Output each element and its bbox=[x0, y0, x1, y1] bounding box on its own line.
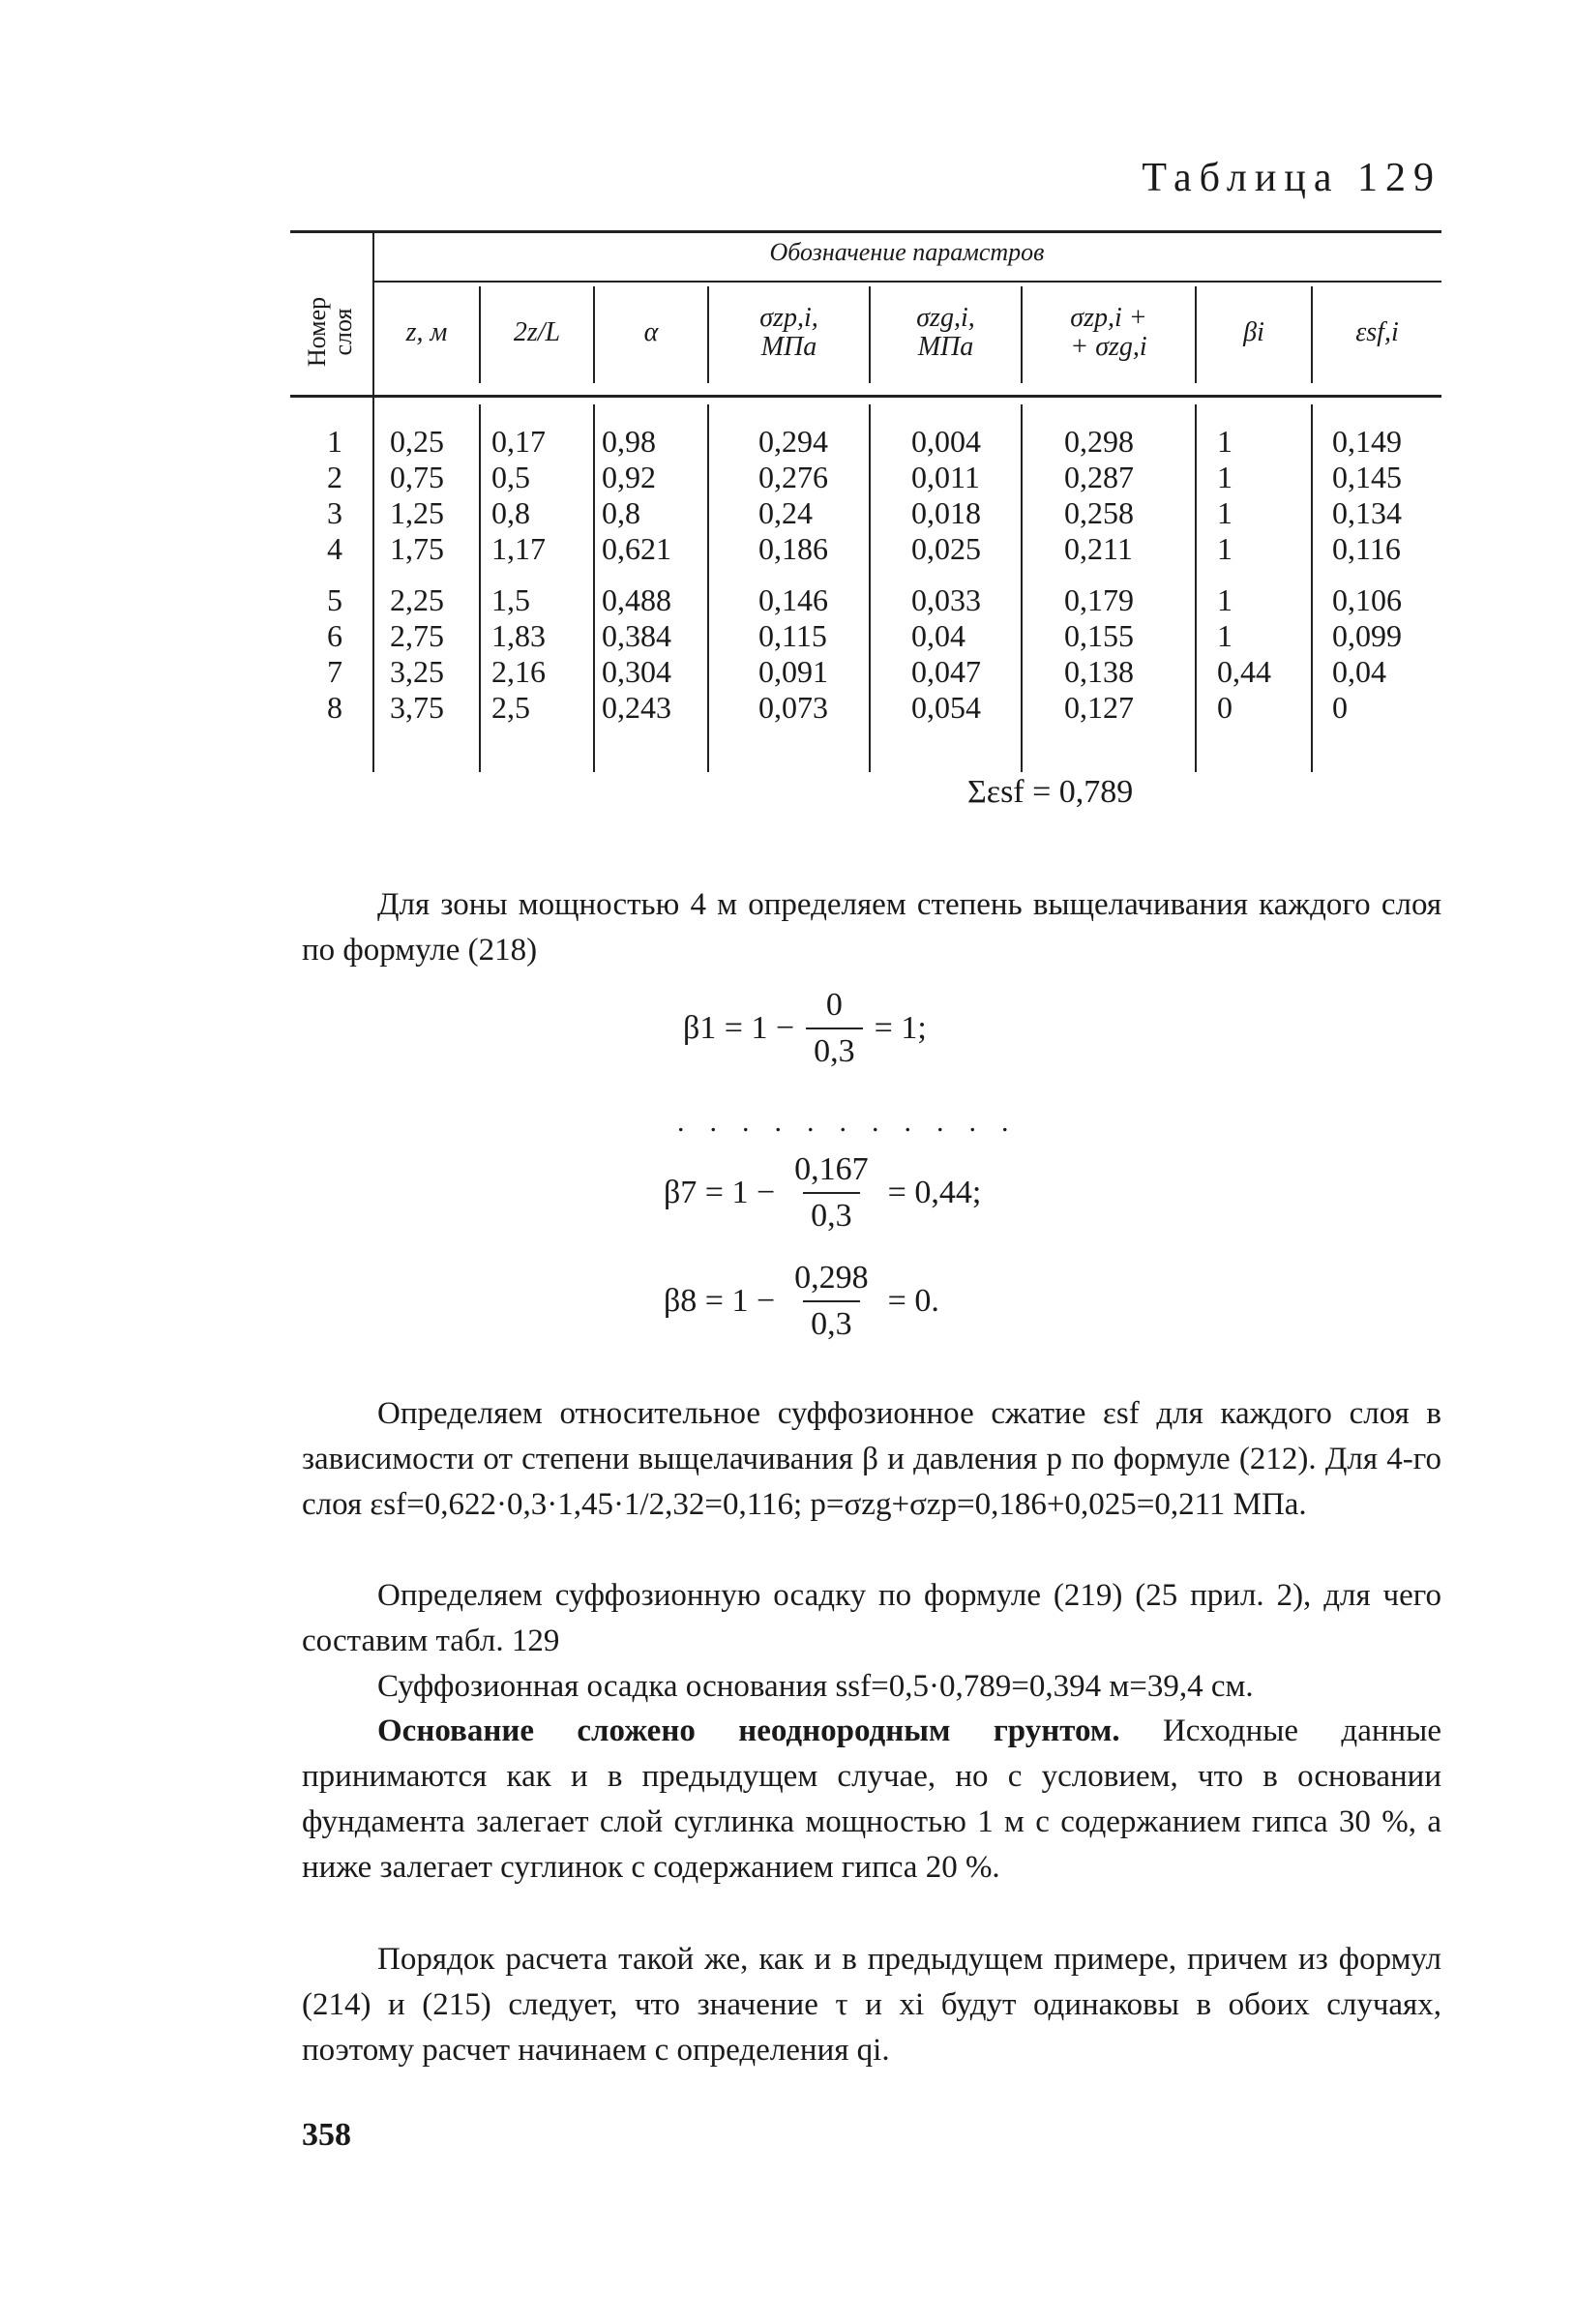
table-cell: 0,98 bbox=[602, 424, 656, 459]
table-cell: 0,099 bbox=[1332, 618, 1402, 653]
column-sigma-sum bbox=[1064, 424, 1134, 741]
row-group bbox=[758, 424, 828, 567]
table-cell: 0,92 bbox=[602, 460, 656, 494]
table-cell: 0,116 bbox=[1332, 531, 1401, 566]
col-rule bbox=[1021, 404, 1023, 772]
ellipsis-dots: ........... bbox=[677, 1106, 1034, 1138]
fraction-denominator: 0,3 bbox=[803, 1300, 860, 1343]
table-cell: 2,25 bbox=[390, 582, 444, 617]
row-group bbox=[1217, 424, 1271, 567]
page-number: 358 bbox=[302, 2117, 351, 2153]
table-cell: 1 bbox=[1217, 424, 1232, 459]
row-group bbox=[1064, 424, 1134, 567]
col-rule bbox=[1311, 404, 1313, 772]
table-top-rule bbox=[290, 230, 1441, 233]
column-sigma-zg bbox=[911, 424, 981, 741]
table-cell: 1,83 bbox=[491, 618, 546, 653]
group-header: Обозначение парамстров bbox=[769, 238, 1045, 266]
table-cell: 0,115 bbox=[758, 618, 827, 653]
header-sigma-zp: σzp,i, МПа bbox=[759, 303, 818, 362]
table-cell: 0,011 bbox=[911, 460, 980, 494]
table-cell: 0,298 bbox=[1064, 424, 1134, 459]
paragraph-compression: Определяем относительное суффозионное сжатие εsf для каждого слоя в зависимости от степени выщелачивания β и давления p по формуле (212). Для 4-го слоя εsf=0,622·0,3·1,45·1/2,32=0,116; p=σzg+σzp=0,186+0,025=0,211 МПа. bbox=[302, 1396, 1441, 1522]
paragraph-procedure: Порядок расчета такой же, как и в предыдущем примере, причем из формул (214) и (215) следует, что значение τ и xi будут одинаковы в обоих случаях, поэтому расчет начинаем с определения qi. bbox=[302, 1942, 1441, 2068]
row-group bbox=[602, 582, 671, 726]
table-cell: 1,75 bbox=[390, 531, 444, 566]
table-cell: 0,127 bbox=[1064, 690, 1134, 725]
table-cell: 0,018 bbox=[911, 495, 981, 530]
column-2z-l bbox=[491, 424, 546, 741]
col-rule bbox=[479, 404, 481, 772]
table-cell: 0,276 bbox=[758, 460, 828, 494]
row-group bbox=[491, 582, 546, 726]
table-cell: 0,179 bbox=[1064, 582, 1134, 617]
table-cell: 4 bbox=[327, 531, 342, 566]
row-group bbox=[390, 424, 444, 567]
table-cell: 2,75 bbox=[390, 618, 444, 653]
fraction-denominator: 0,3 bbox=[806, 1028, 863, 1070]
col-rule bbox=[1195, 404, 1197, 772]
row-group bbox=[911, 424, 981, 567]
table-cell: 8 bbox=[327, 690, 342, 725]
header-beta: βi bbox=[1243, 317, 1264, 347]
table-cell: 1 bbox=[327, 424, 342, 459]
table-cell: 3,25 bbox=[390, 654, 444, 689]
table-cell: 0 bbox=[1217, 690, 1232, 725]
row-group bbox=[1332, 582, 1402, 726]
table-cell: 2,16 bbox=[491, 654, 546, 689]
table-cell: 0,04 bbox=[1332, 654, 1386, 689]
table-cell: 0,004 bbox=[911, 424, 981, 459]
table-cell: 0,145 bbox=[1332, 460, 1402, 494]
column-layer bbox=[327, 424, 342, 741]
table-cell: 0,047 bbox=[911, 654, 981, 689]
table-cell: 1 bbox=[1217, 460, 1232, 494]
table-cell: 0,24 bbox=[758, 495, 813, 530]
row-group bbox=[602, 424, 671, 567]
table-cell: 0,44 bbox=[1217, 654, 1271, 689]
table-cell: 0,258 bbox=[1064, 495, 1134, 530]
fraction-numerator: 0,167 bbox=[794, 1151, 869, 1187]
heterogeneous-text: Исходные данные принимаются как и в предыдущем случае, но с условием, что в основании фундамента залегает слой суглинка мощностью 1 м с содержанием гипса 30 %, а ниже залегает суглинок с содержанием гипса 20 %. bbox=[302, 1713, 1441, 1885]
table-cell: 0,294 bbox=[758, 424, 828, 459]
row-group bbox=[327, 424, 342, 567]
row-group bbox=[491, 424, 546, 567]
table-cell: 0,8 bbox=[602, 495, 640, 530]
column-sigma-zp bbox=[758, 424, 828, 741]
formula-beta-8 bbox=[664, 1260, 939, 1343]
col-rule bbox=[707, 404, 709, 772]
table-cell: 1 bbox=[1217, 531, 1232, 566]
row-group bbox=[1217, 582, 1271, 726]
table-cell: 0,243 bbox=[602, 690, 671, 725]
formula-beta-1 bbox=[683, 987, 927, 1070]
table-cell: 5 bbox=[327, 582, 342, 617]
formula-fraction bbox=[806, 987, 863, 1070]
row-group bbox=[390, 582, 444, 726]
table-cell: 2,5 bbox=[491, 690, 530, 725]
heterogeneous-heading: Основание сложено неоднородным грунтом. bbox=[377, 1713, 1120, 1748]
paragraph-settlement-formula: Определяем суффозионную осадку по формуле (219) (25 прил. 2), для чего составим табл. 129 bbox=[302, 1578, 1441, 1658]
fraction-denominator: 0,3 bbox=[803, 1192, 860, 1235]
table-cell: 6 bbox=[327, 618, 342, 653]
table-cell: 0,304 bbox=[602, 654, 671, 689]
formula-lhs: β8 = 1 − bbox=[664, 1283, 776, 1319]
table-cell: 0,5 bbox=[491, 460, 530, 494]
table-cell: 1,17 bbox=[491, 531, 546, 566]
table-sum: Σεsf = 0,789 bbox=[967, 774, 1134, 810]
table-cell: 1 bbox=[1217, 618, 1232, 653]
row-group bbox=[758, 582, 828, 726]
column-eps bbox=[1332, 424, 1402, 741]
column-z bbox=[390, 424, 444, 741]
formula-rhs: = 0,44; bbox=[887, 1175, 982, 1210]
table-cell: 0,287 bbox=[1064, 460, 1134, 494]
header-2z-l: 2z/L bbox=[513, 317, 561, 347]
formula-fraction bbox=[787, 1151, 876, 1235]
header-sigma-sum: σzp,i + + σzg,i bbox=[1070, 303, 1147, 362]
formula-rhs: = 1; bbox=[874, 1010, 927, 1046]
table-cell: 0,621 bbox=[602, 531, 671, 566]
table-cell: 0,25 bbox=[390, 424, 444, 459]
data-table bbox=[290, 230, 1441, 772]
table-cell: 0,488 bbox=[602, 582, 671, 617]
table-cell: 1,5 bbox=[491, 582, 530, 617]
layer-number-header bbox=[290, 281, 370, 382]
table-cell: 0,054 bbox=[911, 690, 981, 725]
row-group bbox=[1332, 424, 1402, 567]
header-sigma-zg: σzg,i, МПа bbox=[916, 303, 975, 362]
table-cell: 1 bbox=[1217, 495, 1232, 530]
col-rule bbox=[869, 404, 871, 772]
table-cell: 0,033 bbox=[911, 582, 981, 617]
table-cell: 0,138 bbox=[1064, 654, 1134, 689]
intro-paragraph: Для зоны мощностью 4 м определяем степень выщелачивания каждого слоя по формуле (218) bbox=[302, 887, 1441, 968]
row-group bbox=[327, 582, 342, 726]
table-cell: 0,146 bbox=[758, 582, 828, 617]
table-cell: 3,75 bbox=[390, 690, 444, 725]
table-cell: 1 bbox=[1217, 582, 1232, 617]
paragraph-settlement-result: Суффозионная осадка основания ssf=0,5·0,789=0,394 м=39,4 см. bbox=[377, 1669, 1254, 1704]
header-eps: εsf,i bbox=[1355, 317, 1399, 347]
table-cell: 0,025 bbox=[911, 531, 981, 566]
fraction-numerator: 0,298 bbox=[794, 1260, 869, 1296]
formula-rhs: = 0. bbox=[887, 1283, 939, 1319]
table-cell: 0,155 bbox=[1064, 618, 1134, 653]
table-cell: 0,384 bbox=[602, 618, 671, 653]
table-cell: 0,75 bbox=[390, 460, 444, 494]
table-cell: 3 bbox=[327, 495, 342, 530]
table-cell: 0,211 bbox=[1064, 531, 1133, 566]
table-cell: 1,25 bbox=[390, 495, 444, 530]
header-z: z, м bbox=[405, 317, 448, 347]
paragraph-heterogeneous bbox=[302, 1709, 1441, 1891]
table-cell: 0,106 bbox=[1332, 582, 1402, 617]
formula-beta-7 bbox=[664, 1151, 981, 1235]
table-caption: Таблица 129 bbox=[1142, 156, 1441, 200]
table-cell: 0,8 bbox=[491, 495, 530, 530]
column-beta bbox=[1217, 424, 1271, 741]
table-cell: 7 bbox=[327, 654, 342, 689]
table-cell: 0,186 bbox=[758, 531, 828, 566]
col-rule bbox=[593, 404, 595, 772]
table-cell: 0,091 bbox=[758, 654, 828, 689]
table-cell: 0,073 bbox=[758, 690, 828, 725]
table-cell: 0,17 bbox=[491, 424, 546, 459]
formula-lhs: β7 = 1 − bbox=[664, 1175, 776, 1210]
formula-fraction bbox=[787, 1260, 876, 1343]
layer-number-header-text: Номер слоя bbox=[303, 296, 357, 367]
row-group bbox=[1064, 582, 1134, 726]
table-cell: 0,134 bbox=[1332, 495, 1402, 530]
header-bottom-rule bbox=[290, 395, 1441, 398]
formula-lhs: β1 = 1 − bbox=[683, 1010, 795, 1046]
table-cell: 0,149 bbox=[1332, 424, 1402, 459]
table-cell: 0 bbox=[1332, 690, 1348, 725]
table-cell: 2 bbox=[327, 460, 342, 494]
fraction-numerator: 0 bbox=[825, 987, 843, 1023]
row-group bbox=[911, 582, 981, 726]
column-alpha bbox=[602, 424, 671, 741]
table-cell: 0,04 bbox=[911, 618, 965, 653]
header-alpha: α bbox=[643, 317, 659, 347]
